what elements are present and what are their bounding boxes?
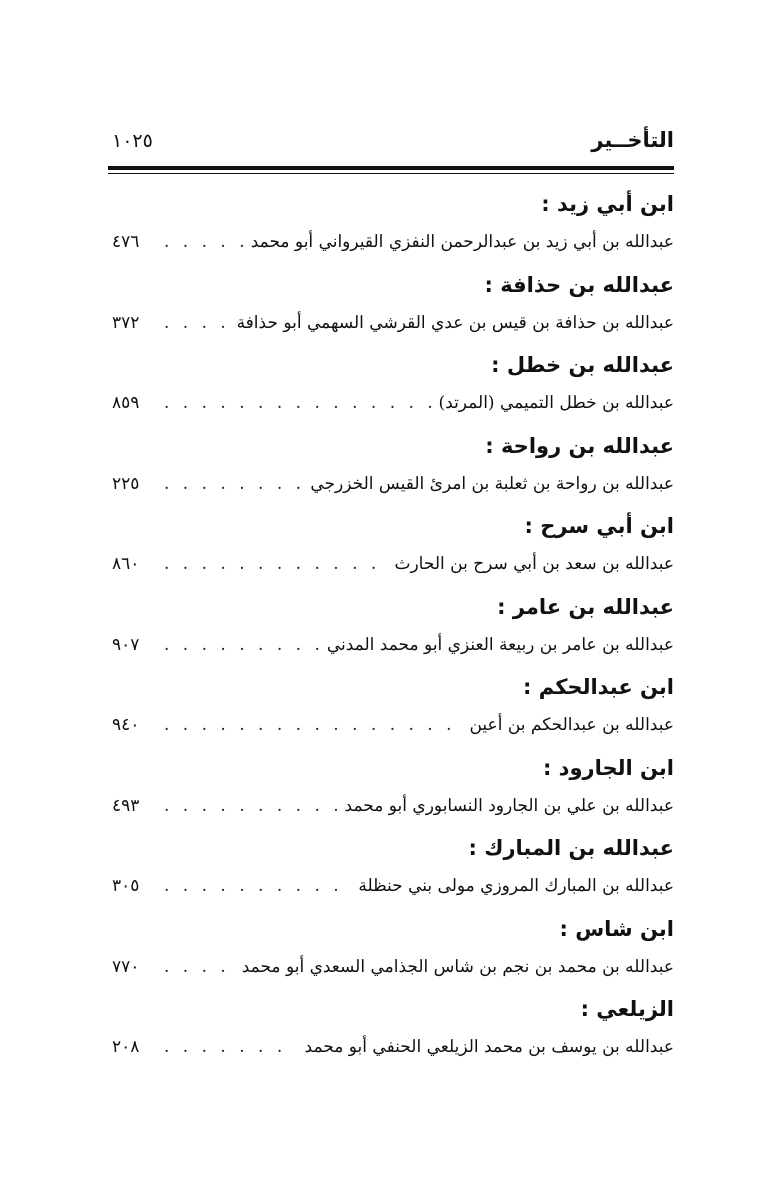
entry-page: ٢٢٥ xyxy=(112,473,140,494)
entry-line xyxy=(112,474,674,502)
entry-line xyxy=(112,957,674,985)
entry-heading: الزيلعي : xyxy=(580,997,674,1021)
entry-name: عبدالله بن أبي زيد بن عبدالرحمن النفزي القيرواني أبو محمد xyxy=(250,232,674,252)
leader-dots xyxy=(164,715,461,735)
index-entry xyxy=(112,349,674,430)
entry-line xyxy=(112,313,674,341)
entry-line xyxy=(112,554,674,582)
header-rule-thin xyxy=(108,173,674,174)
entry-page: ٣٧٢ xyxy=(112,312,140,333)
page-title: التأخــير xyxy=(591,128,674,152)
leader-dots xyxy=(164,393,431,413)
entry-heading: ابن الجارود : xyxy=(542,755,674,780)
entry-name: عبدالله بن يوسف بن محمد الزيلعي الحنفي أبو محمد xyxy=(304,1037,674,1057)
entry-heading: ابن شاس : xyxy=(559,916,674,941)
entry-name: عبدالله بن عامر بن ربيعة العنزي أبو محمد المدني xyxy=(326,634,674,655)
entry-page: ٨٦٠ xyxy=(112,554,140,574)
leader-dots xyxy=(164,635,319,655)
leader-dots xyxy=(164,796,337,816)
index-entry xyxy=(112,752,674,833)
page-header xyxy=(112,128,674,158)
entry-page: ٩٠٧ xyxy=(112,634,140,655)
header-rule-thick xyxy=(108,166,674,170)
index-list xyxy=(112,188,674,1074)
entry-heading: عبدالله بن المبارك : xyxy=(468,836,674,860)
entry-line xyxy=(112,1037,674,1065)
entry-name: عبدالله بن علي بن الجارود النسابوري أبو محمد xyxy=(344,795,674,816)
entry-heading: عبدالله بن رواحة : xyxy=(485,433,674,458)
leader-dots xyxy=(164,474,302,494)
leader-dots xyxy=(164,957,234,977)
entry-line xyxy=(112,715,674,743)
entry-heading: ابن عبدالحكم : xyxy=(523,675,674,699)
entry-name: عبدالله بن حذافة بن قيس بن عدي القرشي السهمي أبو حذافة xyxy=(236,312,674,333)
entry-page: ٧٧٠ xyxy=(112,956,140,977)
index-entry xyxy=(112,671,674,752)
entry-heading: ابن أبي سرح : xyxy=(524,514,674,538)
index-entry xyxy=(112,510,674,591)
entry-name: عبدالله بن رواحة بن ثعلبة بن امرئ القيس الخزرجي xyxy=(310,473,674,494)
leader-dots xyxy=(164,554,386,574)
entry-heading: عبدالله بن حذافة : xyxy=(484,272,674,297)
entry-page: ٣٠٥ xyxy=(112,876,140,896)
entry-page: ٤٩٣ xyxy=(112,795,140,816)
index-entry xyxy=(112,591,674,672)
index-entry xyxy=(112,993,674,1074)
entry-name: عبدالله بن المبارك المروزي مولى بني حنظلة xyxy=(358,876,674,896)
leader-dots xyxy=(164,313,229,333)
index-entry xyxy=(112,269,674,350)
entry-heading: عبدالله بن خطل : xyxy=(491,353,674,377)
entry-page: ٤٧٦ xyxy=(112,232,140,252)
entry-page: ٩٤٠ xyxy=(112,715,140,735)
entry-name: عبدالله بن خطل التميمي (المرتد) xyxy=(438,393,674,413)
index-entry xyxy=(112,913,674,994)
index-entry xyxy=(112,430,674,511)
index-entry xyxy=(112,188,674,269)
entry-name: عبدالله بن سعد بن أبي سرح بن الحارث xyxy=(394,554,674,574)
entry-line xyxy=(112,876,674,904)
entry-line xyxy=(112,232,674,260)
leader-dots xyxy=(164,1037,297,1057)
leader-dots xyxy=(164,876,350,896)
leader-dots xyxy=(164,232,243,252)
entry-line xyxy=(112,393,674,421)
index-entry xyxy=(112,832,674,913)
entry-page: ٨٥٩ xyxy=(112,393,140,413)
entry-name: عبدالله بن عبدالحكم بن أعين xyxy=(469,715,674,735)
entry-name: عبدالله بن محمد بن نجم بن شاس الجذامي السعدي أبو محمد xyxy=(241,956,674,977)
page-number: ١٠٢٥ xyxy=(112,130,153,152)
entry-line xyxy=(112,635,674,663)
entry-heading: عبدالله بن عامر : xyxy=(497,594,674,619)
entry-line xyxy=(112,796,674,824)
entry-page: ٢٠٨ xyxy=(112,1037,140,1057)
entry-heading: ابن أبي زيد : xyxy=(541,192,674,216)
